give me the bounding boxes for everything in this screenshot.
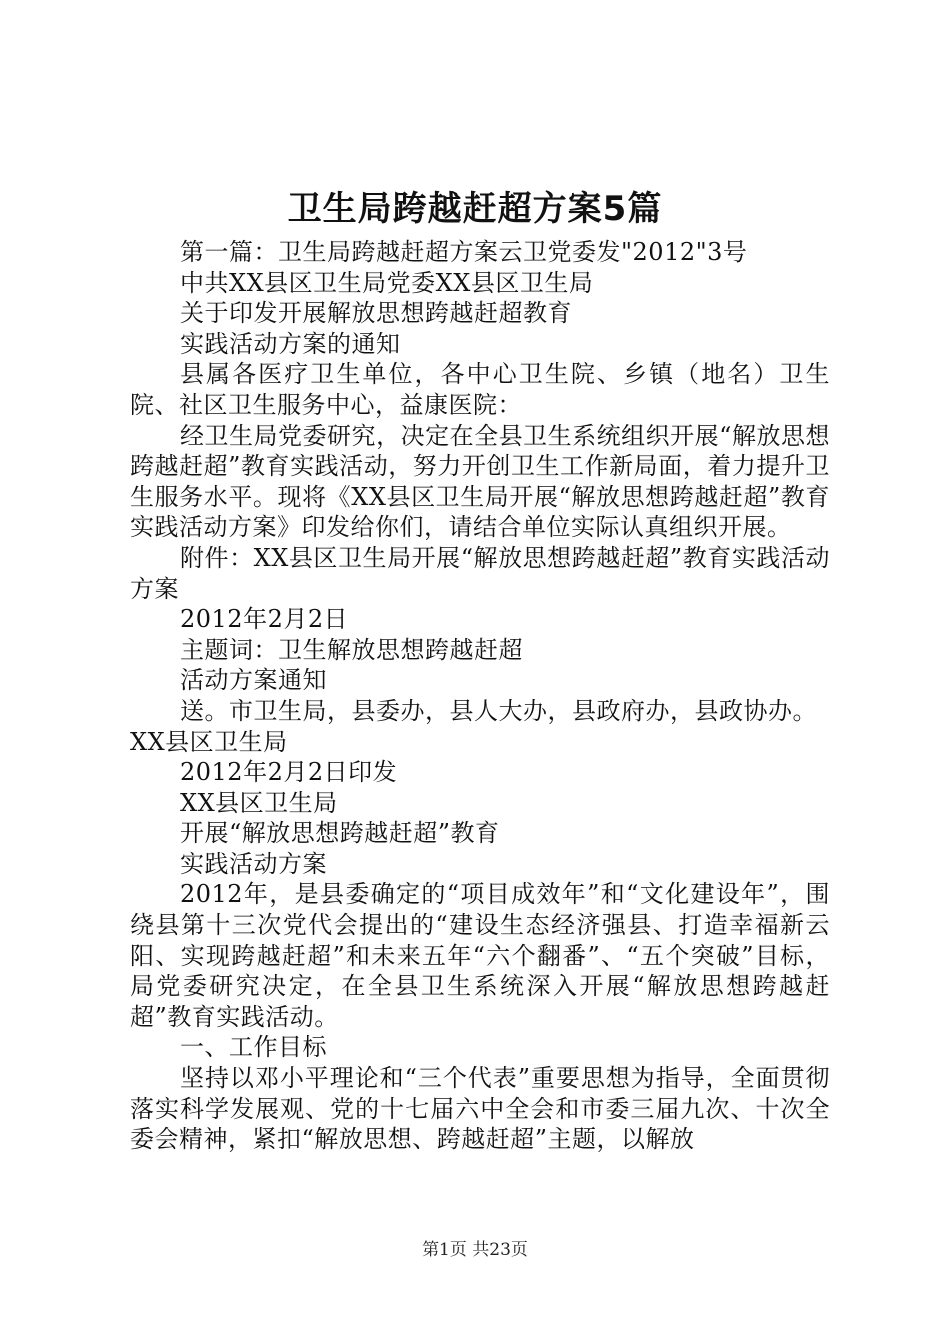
paragraph: 实践活动方案的通知 bbox=[180, 329, 401, 358]
paragraph: 附件：XX县区卫生局开展“解放思想跨越赶超”教育实践活动方案 bbox=[130, 543, 830, 603]
paragraph: 开展“解放思想跨越赶超”教育 bbox=[180, 819, 500, 848]
paragraph: 活动方案通知 bbox=[180, 666, 327, 695]
paragraph: 经卫生局党委研究，决定在全县卫生系统组织开展“解放思想跨越赶超”教育实践活动，努力开创卫生工作新局面，着力提升卫生服务水平。现将《XX县区卫生局开展“解放思想跨越赶超”教育实践活动方案》印发给你们，请结合单位实际认真组织开展。 bbox=[130, 421, 830, 542]
paragraph: 实践活动方案 bbox=[180, 849, 327, 878]
paragraph: XX县区卫生局 bbox=[180, 788, 338, 817]
document-body bbox=[130, 237, 830, 1155]
paragraph: 县属各医疗卫生单位，各中心卫生院、乡镇（地名）卫生院、社区卫生服务中心，益康医院： bbox=[130, 360, 830, 419]
paragraph: 坚持以邓小平理论和“三个代表”重要思想为指导，全面贯彻落实科学发展观、党的十七届六中全会和市委三届九次、十次全委会精神，紧扣“解放思想、跨越赶超”主题，以解放 bbox=[130, 1064, 830, 1154]
page-footer: 第1页 共23页 bbox=[422, 1240, 528, 1260]
paragraph: 关于印发开展解放思想跨越赶超教育 bbox=[180, 299, 572, 328]
paragraph: 2012年2月2日 bbox=[180, 605, 349, 634]
paragraph: 主题词：卫生解放思想跨越赶超 bbox=[180, 635, 523, 664]
paragraph: 2012年2月2日印发 bbox=[180, 758, 398, 787]
paragraph: 送。市卫生局，县委办，县人大办，县政府办，县政协办。 bbox=[180, 696, 817, 725]
paragraph: 2012年，是县委确定的“项目成效年”和“文化建设年”，围绕县第十三次党代会提出的“建设生态经济强县、打造幸福新云阳、实现跨越赶超”和未来五年“六个翻番”、“五个突破”目标，局党委研究决定，在全县卫生系统深入开展“解放思想跨越赶超”教育实践活动。 bbox=[130, 880, 830, 1031]
paragraph: XX县区卫生局 bbox=[130, 727, 288, 756]
document-title: 卫生局跨越赶超方案5篇 bbox=[287, 189, 663, 229]
paragraph: 一、工作目标 bbox=[180, 1033, 327, 1062]
paragraph: 中共XX县区卫生局党委XX县区卫生局 bbox=[180, 268, 594, 297]
paragraph: 第一篇：卫生局跨越赶超方案云卫党委发"2012"3号 bbox=[180, 238, 748, 266]
